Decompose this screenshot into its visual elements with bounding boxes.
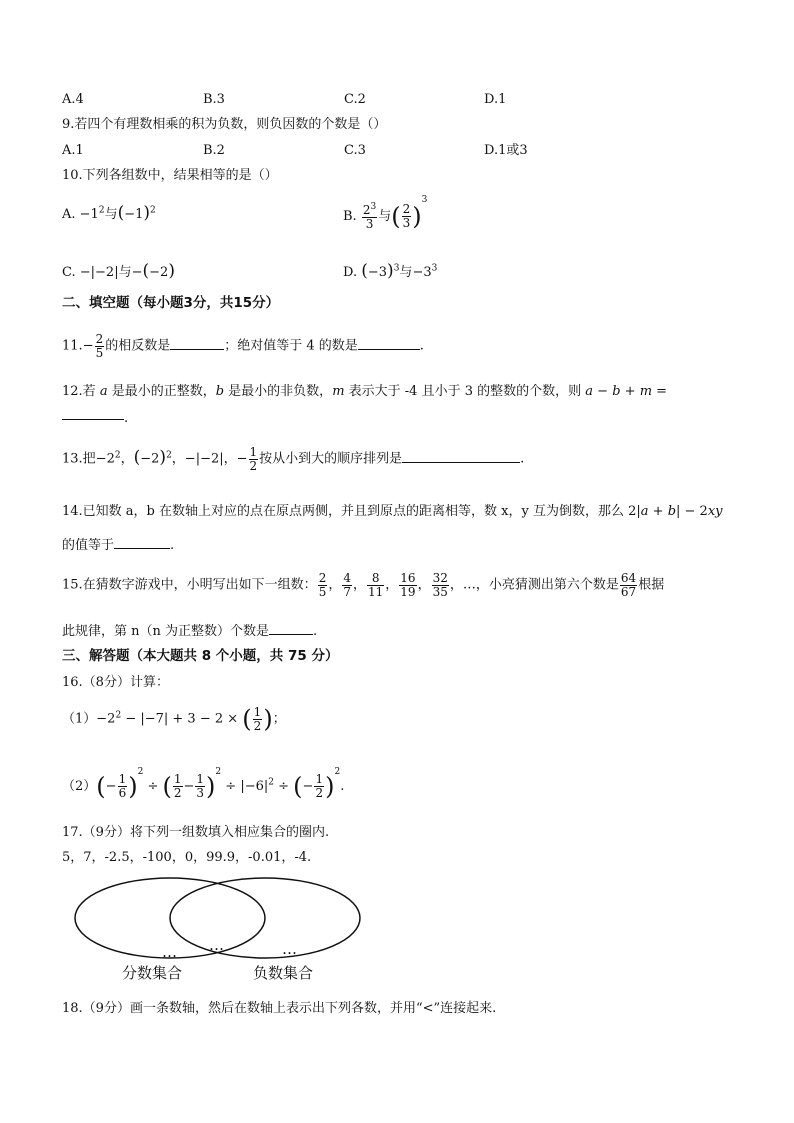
- q13: 13.把$-2^2$，$(-2)^2$，−|−2|，− $\frac{1}{2}$ 按从小到大的顺序排列是 .: [62, 445, 525, 473]
- q9-option-b: B.2: [203, 143, 225, 158]
- q16-stem: 16.（8分）计算：: [62, 675, 169, 690]
- q10-stem: 10.下列各组数中，结果相等的是（）: [62, 168, 278, 183]
- q15-line1: 15.在猜数字游戏中，小明写出如下一组数： $\frac{2}{5}$ ， $\frac{4}{7}$ ， $\frac{8}{11}$ ， $\frac{16}{19}$ ， $\frac{32}{35}$ ，…，小亮猜测出第六个数是 $\frac{64}{67}$ 根据: [62, 571, 665, 599]
- q10-option-a: A. $-1^2$与$(-1)^2$: [62, 203, 156, 223]
- q14-line1: 14.已知数 a，b 在数轴上对应的点在原点两侧，并且到原点的距离相等，数 x，y 互为倒数，那么 2|a + b| − 2xy: [62, 504, 723, 519]
- venn-middle-dots: …: [209, 936, 224, 954]
- q12-blank: [62, 419, 124, 420]
- q9-option-a: A.1: [62, 143, 84, 158]
- venn-left-label: 分数集合: [122, 964, 183, 982]
- q18-stem: 18.（9分）画一条数轴，然后在数轴上表示出下列各数，并用“<”连接起来.: [62, 1001, 497, 1016]
- q15-line2: 此规律，第 n（n 为正整数）个数是 .: [62, 624, 318, 639]
- section3-title: 三、解答题（本大题共 8 个小题，共 75 分）: [62, 648, 339, 664]
- q16-part2: （2）(− $\frac{1}{6}$ )$^2$ ÷ ( $\frac{1}{2}$ − $\frac{1}{3}$ )$^2 \div |-6|^2$ ÷ (− $\frac{1}{2}$ )$^2$.: [62, 767, 345, 801]
- q9-stem: 9.若四个有理数相乘的积为负数，则负因数的个数是（）: [62, 117, 387, 132]
- venn-left-dots: …: [162, 943, 177, 961]
- q9-option-c: C.3: [344, 143, 366, 158]
- q8-option-a: A.4: [62, 92, 84, 107]
- q16-part1: $(1)-2^2 - |-7| + 3 - 2$ × ( $\frac{1}{2}$ )；: [62, 705, 286, 734]
- q11: 11.− $\frac{2}{5}$ 的相反数是 ；绝对值等于 4 的数是 .: [62, 332, 424, 360]
- q8-option-d: D.1: [484, 92, 507, 107]
- q10-option-b: B. $\frac{2^3}{3}$ 与( $\frac{2}{3}$ )$^3$: [343, 195, 428, 231]
- section2-title: 二、填空题（每小题3分，共15分）: [62, 295, 280, 311]
- q17-numbers: 5，7，-2.5，-100，0，99.9，-0.01，-4.: [62, 850, 312, 865]
- q10-option-c: C. −|−2|与−(−2): [62, 261, 175, 281]
- q17-stem: 17.（9分）将下列一组数填入相应集合的圈内.: [62, 825, 330, 840]
- q8-option-c: C.2: [344, 92, 366, 107]
- q9-option-d: D.1或3: [484, 143, 528, 158]
- q12-period: .: [124, 411, 129, 426]
- q10-option-d: D. $(-3)^3$与$-3^3$: [343, 261, 438, 281]
- venn-right-dots: …: [282, 940, 297, 958]
- q8-option-b: B.3: [203, 92, 225, 107]
- venn-right-label: 负数集合: [253, 964, 314, 982]
- q12-line1: 12.若 a 是最小的正整数，b 是最小的非负数，m 表示大于 -4 且小于 3 的整数的个数，则 a − b + m =: [62, 384, 668, 399]
- q14-line2: 的值等于 .: [62, 538, 175, 553]
